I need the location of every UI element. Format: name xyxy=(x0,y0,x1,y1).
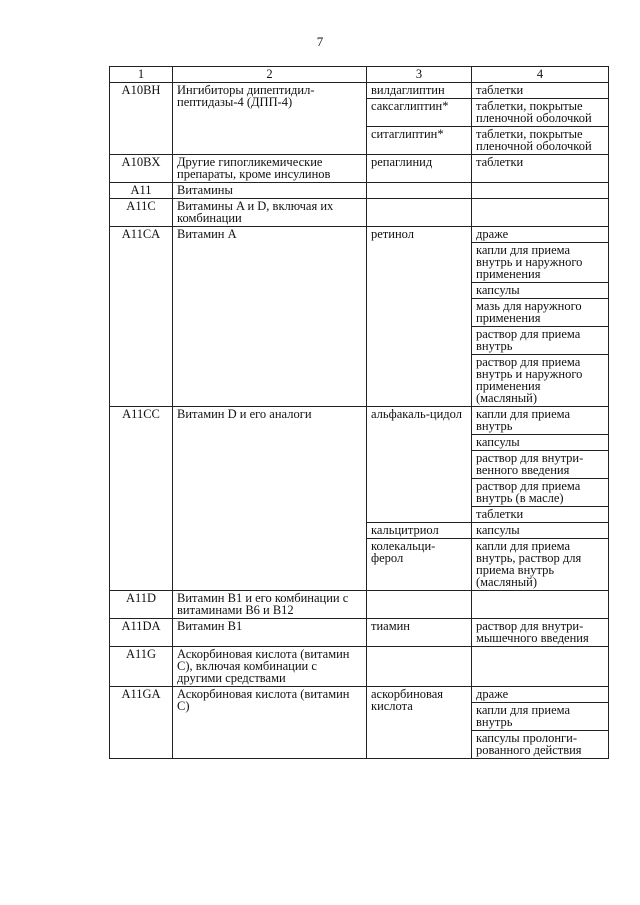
table-row xyxy=(110,199,609,227)
dosage-forms-cell xyxy=(472,539,609,591)
dosage-form: капсулы xyxy=(472,282,608,298)
dosage-form: раствор для внутри-венного введения xyxy=(472,450,608,478)
drug-name-cell: вилдаглиптин xyxy=(367,83,472,99)
dosage-form: раствор для приема внутрь xyxy=(472,326,608,354)
drug-name-cell: репаглинид xyxy=(367,155,472,183)
dosage-forms-cell xyxy=(472,647,609,687)
drug-name-cell: саксаглиптин* xyxy=(367,99,472,127)
dosage-form: мазь для наружного применения xyxy=(472,298,608,326)
table-row xyxy=(110,647,609,687)
header-col-4: 4 xyxy=(472,67,609,83)
drug-name-cell: кальцитриол xyxy=(367,523,472,539)
page-number: 7 xyxy=(316,34,324,49)
dosage-form: таблетки xyxy=(476,155,524,169)
dosage-form: капли для приема внутрь xyxy=(472,702,608,730)
atc-code-cell: A11G xyxy=(110,647,173,687)
dosage-forms-cell xyxy=(472,227,609,407)
drug-name-cell: ситаглиптин* xyxy=(367,127,472,155)
atc-name-cell: Витамин B1 и его комбинации с витаминами B6 и B12 xyxy=(173,591,367,619)
dosage-form: капли для приема внутрь и наружного применения xyxy=(472,242,608,282)
atc-code-cell: A11 xyxy=(110,183,173,199)
table-row xyxy=(110,83,609,99)
dosage-forms-cell xyxy=(472,523,609,539)
atc-name-cell: Ингибиторы дипептидил-пептидазы-4 (ДПП-4) xyxy=(173,83,367,155)
dosage-form: капсулы пролонги-рованного действия xyxy=(472,730,608,758)
table-header xyxy=(110,67,609,83)
dosage-form: драже xyxy=(476,687,509,701)
atc-code-cell: A11C xyxy=(110,199,173,227)
drug-name-cell xyxy=(367,183,472,199)
dosage-form: капли для приема внутрь, раствор для приема внутрь (масляный) xyxy=(476,539,582,589)
dosage-form: капли для приема внутрь xyxy=(476,407,571,433)
dosage-form: таблетки xyxy=(472,506,608,522)
atc-name-cell: Другие гипогликемические препараты, кроме инсулинов xyxy=(173,155,367,183)
atc-code-cell: A11GA xyxy=(110,687,173,759)
dosage-forms-cell xyxy=(472,619,609,647)
atc-name-cell: Витамины A и D, включая их комбинации xyxy=(173,199,367,227)
table-body xyxy=(110,83,609,759)
dosage-forms-cell xyxy=(472,591,609,619)
atc-code-cell: A11D xyxy=(110,591,173,619)
dosage-forms-cell xyxy=(472,407,609,523)
drug-name-cell xyxy=(367,199,472,227)
table-row xyxy=(110,619,609,647)
atc-name-cell: Аскорбиновая кислота (витамин С), включая комбинации с другими средствами xyxy=(173,647,367,687)
table-row xyxy=(110,687,609,759)
table-row xyxy=(110,155,609,183)
table-row xyxy=(110,227,609,407)
dosage-forms-cell xyxy=(472,99,609,127)
drug-name-cell xyxy=(367,647,472,687)
dosage-forms-cell xyxy=(472,127,609,155)
dosage-form: раствор для приема внутрь (в масле) xyxy=(472,478,608,506)
header-col-1: 1 xyxy=(110,67,173,83)
dosage-forms-cell xyxy=(472,183,609,199)
dosage-forms-cell xyxy=(472,83,609,99)
dosage-form: капсулы xyxy=(472,434,608,450)
medicines-table xyxy=(109,66,609,759)
dosage-form: капсулы xyxy=(476,523,520,537)
dosage-form: таблетки xyxy=(476,83,524,97)
dosage-form: драже xyxy=(476,227,509,241)
drug-name-cell: ретинол xyxy=(367,227,472,407)
atc-name-cell: Витамин B1 xyxy=(173,619,367,647)
dosage-form: таблетки, покрытые пленочной оболочкой xyxy=(476,127,592,153)
drug-name-cell: аскорбиновая кислота xyxy=(367,687,472,759)
atc-code-cell: A11DA xyxy=(110,619,173,647)
atc-name-cell: Аскорбиновая кислота (витамин С) xyxy=(173,687,367,759)
dosage-forms-cell xyxy=(472,155,609,183)
table-row xyxy=(110,407,609,523)
atc-code-cell: A11CC xyxy=(110,407,173,591)
drug-name-cell: колекальци-ферол xyxy=(367,539,472,591)
header-col-3: 3 xyxy=(367,67,472,83)
dosage-form: раствор для внутри-мышечного введения xyxy=(476,619,589,645)
table-row xyxy=(110,183,609,199)
table-row xyxy=(110,591,609,619)
drug-name-cell: тиамин xyxy=(367,619,472,647)
header-col-2: 2 xyxy=(173,67,367,83)
atc-code-cell: A11CA xyxy=(110,227,173,407)
dosage-forms-cell xyxy=(472,199,609,227)
atc-name-cell: Витамин A xyxy=(173,227,367,407)
dosage-form: раствор для приема внутрь и наружного применения (масляный) xyxy=(472,354,608,406)
drug-name-cell xyxy=(367,591,472,619)
dosage-forms-cell xyxy=(472,687,609,759)
atc-name-cell: Витамины xyxy=(173,183,367,199)
dosage-form: таблетки, покрытые пленочной оболочкой xyxy=(476,99,592,125)
drug-name-cell: альфакаль-цидол xyxy=(367,407,472,523)
atc-code-cell: A10BX xyxy=(110,155,173,183)
atc-name-cell: Витамин D и его аналоги xyxy=(173,407,367,591)
atc-code-cell: A10BH xyxy=(110,83,173,155)
